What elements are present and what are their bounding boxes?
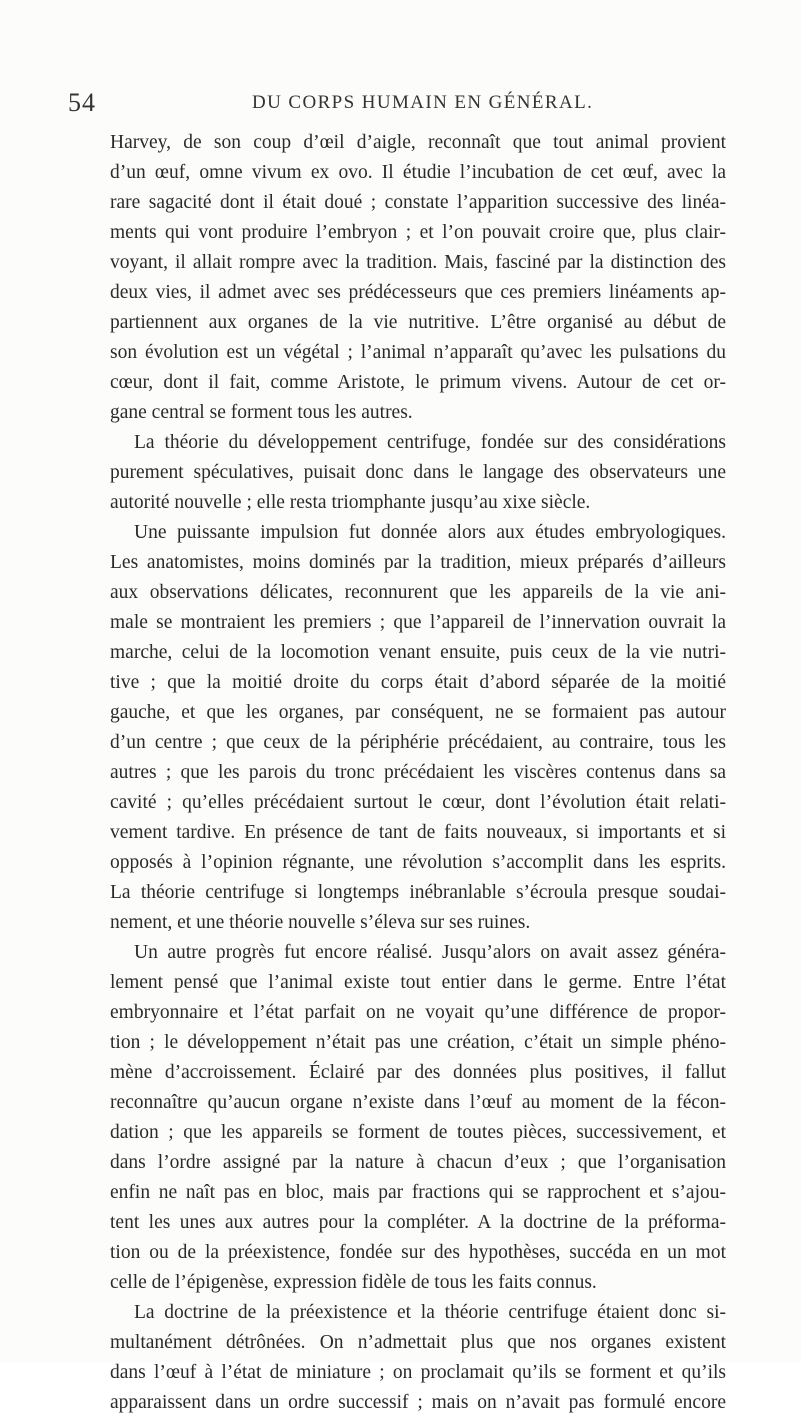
page-header bbox=[68, 88, 728, 118]
body-text bbox=[110, 128, 726, 1418]
text-line: nement, et une théorie nouvelle s’éleva sur ses ruines. bbox=[110, 912, 531, 933]
text-line: cavité ; qu’elles précédaient surtout le cœur, dont l’évolution était relati- bbox=[110, 792, 726, 813]
text-line: deux vies, il admet avec ses prédécesseurs que ces premiers linéaments ap- bbox=[110, 282, 726, 303]
text-line: enfin ne naît pas en bloc, mais par fractions qui se rapprochent et s’ajou- bbox=[110, 1182, 726, 1203]
text-line: La doctrine de la préexistence et la théorie centrifuge étaient donc si- bbox=[134, 1302, 726, 1323]
text-line: tent les unes aux autres pour la compléter. A la doctrine de la préforma- bbox=[110, 1212, 726, 1233]
text-line: Les anatomistes, moins dominés par la tradition, mieux préparés d’ailleurs bbox=[110, 552, 726, 573]
running-head: DU CORPS HUMAIN EN GÉNÉRAL. bbox=[252, 92, 594, 113]
text-line: d’un centre ; que ceux de la périphérie précédaient, au contraire, tous les bbox=[110, 732, 726, 753]
text-line: Harvey, de son coup d’œil d’aigle, reconnaît que tout animal provient bbox=[110, 132, 726, 153]
text-line: gauche, et que les organes, par conséquent, ne se formaient pas autour bbox=[110, 702, 726, 723]
page-number: 54 bbox=[68, 88, 96, 117]
text-line: dans l’œuf à l’état de miniature ; on proclamait qu’ils se forment et qu’ils bbox=[110, 1362, 726, 1383]
text-line: La théorie centrifuge si longtemps inébranlable s’écroula presque soudai- bbox=[110, 882, 726, 903]
text-line: voyant, il allait rompre avec la tradition. Mais, fasciné par la distinction des bbox=[110, 252, 726, 273]
text-line: Un autre progrès fut encore réalisé. Jusqu’alors on avait assez généra- bbox=[134, 942, 726, 963]
text-line: marche, celui de la locomotion venant ensuite, puis ceux de la vie nutri- bbox=[110, 642, 726, 663]
text-line: dans l’ordre assigné par la nature à chacun d’eux ; que l’organisation bbox=[110, 1152, 726, 1173]
text-line: ments qui vont produire l’embryon ; et l’on pouvait croire que, plus clair- bbox=[110, 222, 726, 243]
text-line: tion ; le développement n’était pas une création, c’était un simple phéno- bbox=[110, 1032, 726, 1053]
text-line: opposés à l’opinion régnante, une révolution s’accomplit dans les esprits. bbox=[110, 852, 726, 873]
text-line: rare sagacité dont il était doué ; constate l’apparition successive des linéa- bbox=[110, 192, 726, 213]
text-line: reconnaître qu’aucun organe n’existe dans l’œuf au moment de la fécon- bbox=[110, 1092, 726, 1113]
text-line: autorité nouvelle ; elle resta triomphante jusqu’au xixe siècle. bbox=[110, 492, 591, 513]
text-line: autres ; que les parois du tronc précédaient les viscères contenus dans sa bbox=[110, 762, 726, 783]
text-line: cœur, dont il fait, comme Aristote, le primum vivens. Autour de cet or- bbox=[110, 372, 726, 393]
text-line: embryonnaire et l’état parfait on ne voyait qu’une différence de propor- bbox=[110, 1002, 726, 1023]
text-line: Une puissante impulsion fut donnée alors aux études embryologiques. bbox=[134, 522, 726, 543]
text-line: male se montraient les premiers ; que l’appareil de l’innervation ouvrait la bbox=[110, 612, 726, 633]
text-line: tive ; que la moitié droite du corps était d’abord séparée de la moitié bbox=[110, 672, 726, 693]
text-line: lement pensé que l’animal existe tout entier dans le germe. Entre l’état bbox=[110, 972, 726, 993]
text-line: apparaissent dans un ordre successif ; mais on n’avait pas formulé encore bbox=[110, 1392, 726, 1413]
text-line: dation ; que les appareils se forment de toutes pièces, successivement, et bbox=[110, 1122, 726, 1143]
text-line: La théorie du développement centrifuge, fondée sur des considérations bbox=[134, 432, 726, 453]
text-line: multanément détrônées. On n’admettait plus que nos organes existent bbox=[110, 1332, 726, 1353]
text-line: son évolution est un végétal ; l’animal n’apparaît qu’avec les pulsations du bbox=[110, 342, 726, 363]
text-line: vement tardive. En présence de tant de faits nouveaux, si importants et si bbox=[110, 822, 726, 843]
text-line: partiennent aux organes de la vie nutritive. L’être organisé au début de bbox=[110, 312, 726, 333]
text-line: tion ou de la préexistence, fondée sur des hypothèses, succéda en un mot bbox=[110, 1242, 726, 1263]
text-line: celle de l’épigenèse, expression fidèle de tous les faits connus. bbox=[110, 1272, 597, 1293]
text-line: aux observations délicates, reconnurent que les appareils de la vie ani- bbox=[110, 582, 726, 603]
text-line: mène d’accroissement. Éclairé par des données plus positives, il fallut bbox=[110, 1062, 726, 1083]
text-line: d’un œuf, omne vivum ex ovo. Il étudie l’incubation de cet œuf, avec la bbox=[110, 162, 726, 183]
text-line: gane central se forment tous les autres. bbox=[110, 402, 413, 423]
text-line: purement spéculatives, puisait donc dans le langage des observateurs une bbox=[110, 462, 726, 483]
